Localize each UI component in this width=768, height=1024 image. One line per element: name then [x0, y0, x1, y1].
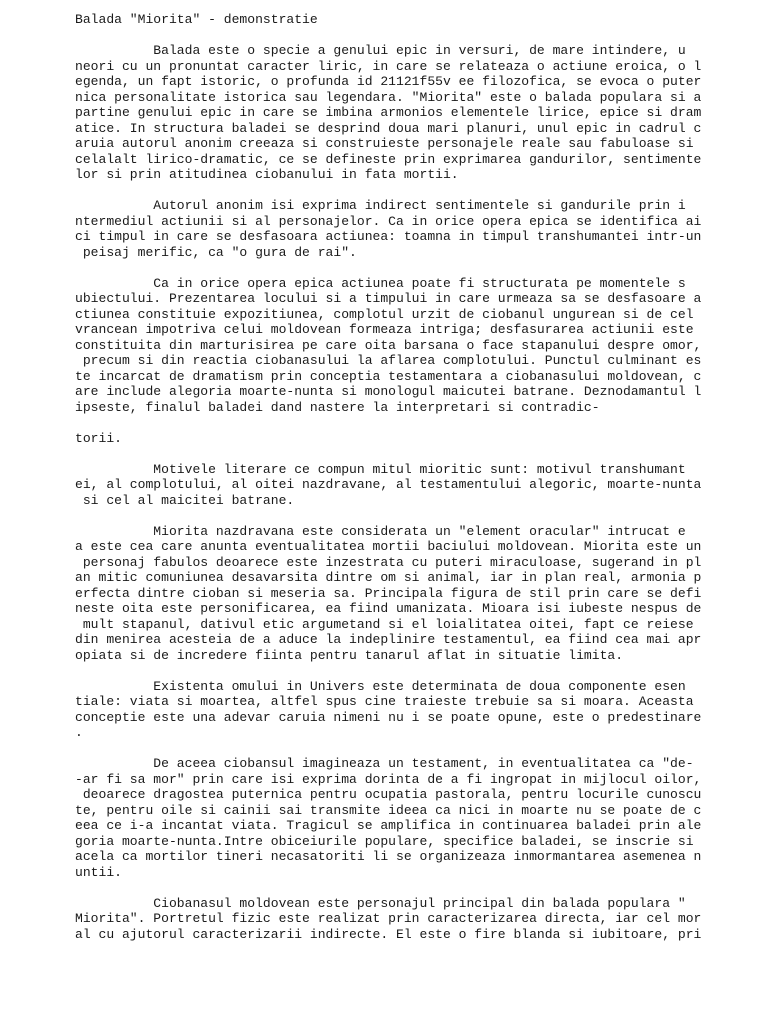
text-line: te, pentru oile si cainii sai transmite ideea ca nici in moarte nu se poate de c: [75, 802, 702, 818]
text-line: personaj fabulos deoarece este inzestrata cu puteri miraculoase, sugerand in pl: [75, 554, 702, 570]
text-line: Motivele literare ce compun mitul mioritic sunt: motivul transhumant: [75, 461, 686, 477]
text-line: deoarece dragostea puternica pentru ocupatia pastorala, pentru locurile cunoscu: [75, 787, 702, 802]
text-line: partine genului epic in care se imbina armonios elementele lirice, epice si dram: [75, 105, 702, 120]
text-line: nica personalitate istorica sau legendara. "Miorita" este o balada populara si a: [75, 89, 702, 105]
text-line: an mitic comuniunea desavarsita dintre om si animal, iar in plan real, armonia p: [75, 570, 702, 585]
text-line: torii.: [75, 430, 122, 446]
document-body: [75, 12, 755, 942]
text-line: ntermediul actiunii si al personajelor. Ca in orice opera epica se identifica ai: [75, 213, 702, 229]
text-line: opiata si de incredere fiinta pentru tanarul aflat in situatie limita.: [75, 647, 624, 663]
text-line: ipseste, finalul baladei dand nastere la interpretari si contradic-: [75, 399, 600, 415]
text-line: te incarcat de dramatism prin conceptia testamentara a ciobanasului moldovean, c: [75, 368, 702, 384]
text-line: [75, 880, 755, 896]
text-line: ci timpul in care se desfasoara actiunea: toamna in timpul transhumantei intr-un: [75, 229, 702, 244]
text-line: a este cea care anunta eventualitatea mortii baciului moldovean. Miorita este un: [75, 539, 702, 554]
text-line: atice. In structura baladei se desprind doua mari planuri, unul epic in cadrul c: [75, 120, 702, 136]
text-line: -ar fi sa mor" prin care isi exprima dorinta de a fi ingropat in mijlocul oilor,: [75, 771, 702, 787]
text-line: ei, al complotului, al oitei nazdravane, al testamentului alegoric, moarte-nunta: [75, 477, 702, 492]
text-line: peisaj merific, ca "o gura de rai".: [75, 244, 357, 260]
text-line: acela ca mortilor tineri necasatoriti li se organizeaza inmormantarea asemenea n: [75, 849, 702, 864]
text-line: [75, 28, 755, 44]
text-line: [75, 741, 755, 757]
text-line: eea ce i-a incantat viata. Tragicul se amplifica in continuarea baladei prin ale: [75, 818, 702, 833]
text-line: mult stapanul, dativul etic argumetand si el loialitatea oitei, fapt ce reiese: [75, 616, 694, 632]
text-line: lor si prin atitudinea ciobanului in fata mortii.: [75, 167, 459, 182]
text-line: Balada este o specie a genului epic in versuri, de mare intindere, u: [75, 43, 686, 58]
text-line: din menirea acesteia de a aduce la indeplinire testamentul, ea fiind cea mai apr: [75, 632, 702, 647]
text-line: untii.: [75, 864, 122, 880]
text-line: vrancean impotriva celui moldovean formeaza intriga; desfasurarea actiunii este: [75, 322, 694, 337]
text-line: tiale: viata si moartea, altfel spus cine traieste trebuie sa si moara. Aceasta: [75, 694, 694, 709]
text-line: [75, 260, 755, 276]
text-line: De aceea ciobansul imagineaza un testament, in eventualitatea ca "de-: [75, 756, 694, 771]
text-line: ubiectului. Prezentarea locului si a timpului in care urmeaza sa se desfasoare a: [75, 291, 702, 306]
text-line: precum si din reactia ciobanasului la aflarea complotului. Punctul culminant es: [75, 353, 702, 368]
text-line: goria moarte-nunta.Intre obiceiurile populare, specifice baladei, se inscrie si: [75, 833, 694, 849]
text-line: ctiunea constituie expozitiunea, complotul urzit de ciobanul ungurean si de cel: [75, 306, 694, 322]
text-line: celalalt lirico-dramatic, ce se defineste prin exprimarea gandurilor, sentimente: [75, 151, 702, 167]
text-line: Ca in orice opera epica actiunea poate fi structurata pe momentele s: [75, 275, 686, 291]
text-line: [75, 508, 755, 524]
text-line: Autorul anonim isi exprima indirect sentimentele si gandurile prin i: [75, 198, 686, 213]
text-line: Ciobanasul moldovean este personajul principal din balada populara ": [75, 895, 686, 911]
text-line: Existenta omului in Univers este determinata de doua componente esen: [75, 678, 686, 694]
text-line: constituita din marturisirea pe care oita barsana o face stapanului despre omor,: [75, 337, 702, 353]
text-line: Miorita nazdravana este considerata un "element oracular" intrucat e: [75, 523, 686, 539]
text-line: erfecta dintre cioban si meseria sa. Principala figura de stil prin care se defi: [75, 585, 702, 601]
document-title: Balada "Miorita" - demonstratie: [75, 12, 318, 27]
text-line: [75, 663, 755, 679]
text-line: al cu ajutorul caracterizarii indirecte. El este o fire blanda si iubitoare, pri: [75, 926, 702, 942]
text-line: [75, 415, 755, 431]
text-line: aruia autorul anonim creeaza si construieste personajele reale sau fabuloase si: [75, 136, 694, 151]
text-line: [75, 183, 755, 199]
text-line: neori cu un pronuntat caracter liric, in care se relateaza o actiune eroica, o l: [75, 58, 702, 74]
text-line: .: [75, 725, 83, 740]
text-line: egenda, un fapt istoric, o profunda id 21121f55v ee filozofica, se evoca o puter: [75, 74, 702, 89]
text-line: are include alegoria moarte-nunta si monologul maicutei batrane. Deznodamantul l: [75, 384, 702, 399]
text-line: Miorita". Portretul fizic este realizat prin caracterizarea directa, iar cel mor: [75, 911, 702, 926]
text-line: si cel al maicitei batrane.: [75, 492, 295, 508]
text-line: [75, 446, 755, 462]
text-line: neste oita este personificarea, ea fiind umanizata. Mioara isi iubeste nespus de: [75, 601, 702, 616]
text-line: conceptie este una adevar caruia nimeni nu i se poate opune, este o predestinare: [75, 709, 702, 725]
